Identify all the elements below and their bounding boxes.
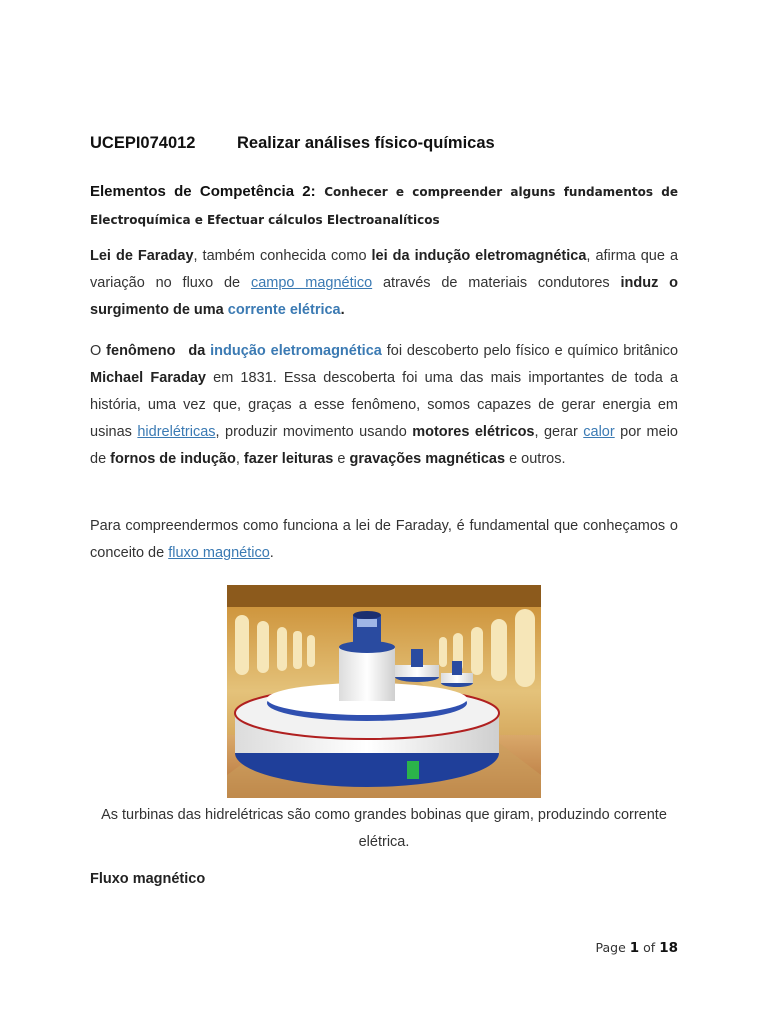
unit-title: Realizar análises físico-químicas xyxy=(237,134,495,152)
competence-text: Conhecer e compreender alguns fundamentos de Electroquímica e Efectuar cálculos Electroanalíticos xyxy=(90,185,678,227)
link-fluxo-magnetico[interactable]: fluxo magnético xyxy=(168,545,270,561)
of-label: of xyxy=(643,940,656,955)
competence-line xyxy=(90,178,678,234)
term-induction-law: lei da indução eletromagnética xyxy=(371,248,587,264)
term-induces: induz o surgimento de uma xyxy=(90,275,678,318)
paragraph-faraday-law: Lei de Faraday, também conhecida como lei da indução eletromagnética, afirma que a variação no fluxo de campo magnético através de materiais condutores induz o surgimento de uma corrente elétrica. xyxy=(90,248,679,318)
link-hidreletricas[interactable]: hidrelétricas xyxy=(137,424,216,440)
turbine-hall-photo xyxy=(227,585,541,798)
competence-lead: Elementos de Competência 2: xyxy=(90,183,316,200)
term-fornos: fornos de indução xyxy=(110,451,236,467)
link-campo-magnetico[interactable]: campo magnético xyxy=(250,275,373,291)
link-inducao-eletromagnetica[interactable]: indução eletromagnética xyxy=(210,343,382,359)
page-number: 1 xyxy=(629,940,640,956)
page-total: 18 xyxy=(659,940,678,956)
unit-heading xyxy=(90,134,495,153)
page-footer xyxy=(596,940,678,956)
term-motores: motores elétricos xyxy=(412,424,535,440)
term-faraday-law: Lei de Faraday xyxy=(90,248,194,264)
page-label: Page xyxy=(595,940,626,955)
term-gravacoes: gravações magnéticas xyxy=(349,451,506,467)
turbine-hall-illustration xyxy=(227,585,541,798)
paragraph-phenomenon: O fenômeno da indução eletromagnética foi descoberto pelo físico e químico britânico Michael Faraday em 1831. Essa descoberta foi uma das mais importantes de toda a história, uma vez que, graças a esse fenômeno, somos capazes de gerar energia em usinas hidrelétricas, produzir movimento usando motores elétricos, gerar calor por meio de fornos de indução, fazer leituras e gravações magnéticas e outros. xyxy=(90,343,679,467)
link-calor[interactable]: calor xyxy=(583,424,615,440)
subheading-fluxo: Fluxo magnético xyxy=(90,871,206,887)
term-michael-faraday: Michael Faraday xyxy=(90,370,206,386)
link-corrente-eletrica[interactable]: corrente elétrica xyxy=(227,302,341,318)
term-leituras: fazer leituras xyxy=(243,451,334,467)
paragraph-flux-intro: Para compreendermos como funciona a lei de Faraday, é fundamental que conheçamos o conceito de fluxo magnético. xyxy=(90,518,678,561)
figure-caption: As turbinas das hidrelétricas são como grandes bobinas que giram, produzindo corrente elétrica. xyxy=(101,807,667,850)
unit-code: UCEPI074012 xyxy=(90,134,196,152)
term-phenomenon: fenômeno da xyxy=(106,343,206,359)
